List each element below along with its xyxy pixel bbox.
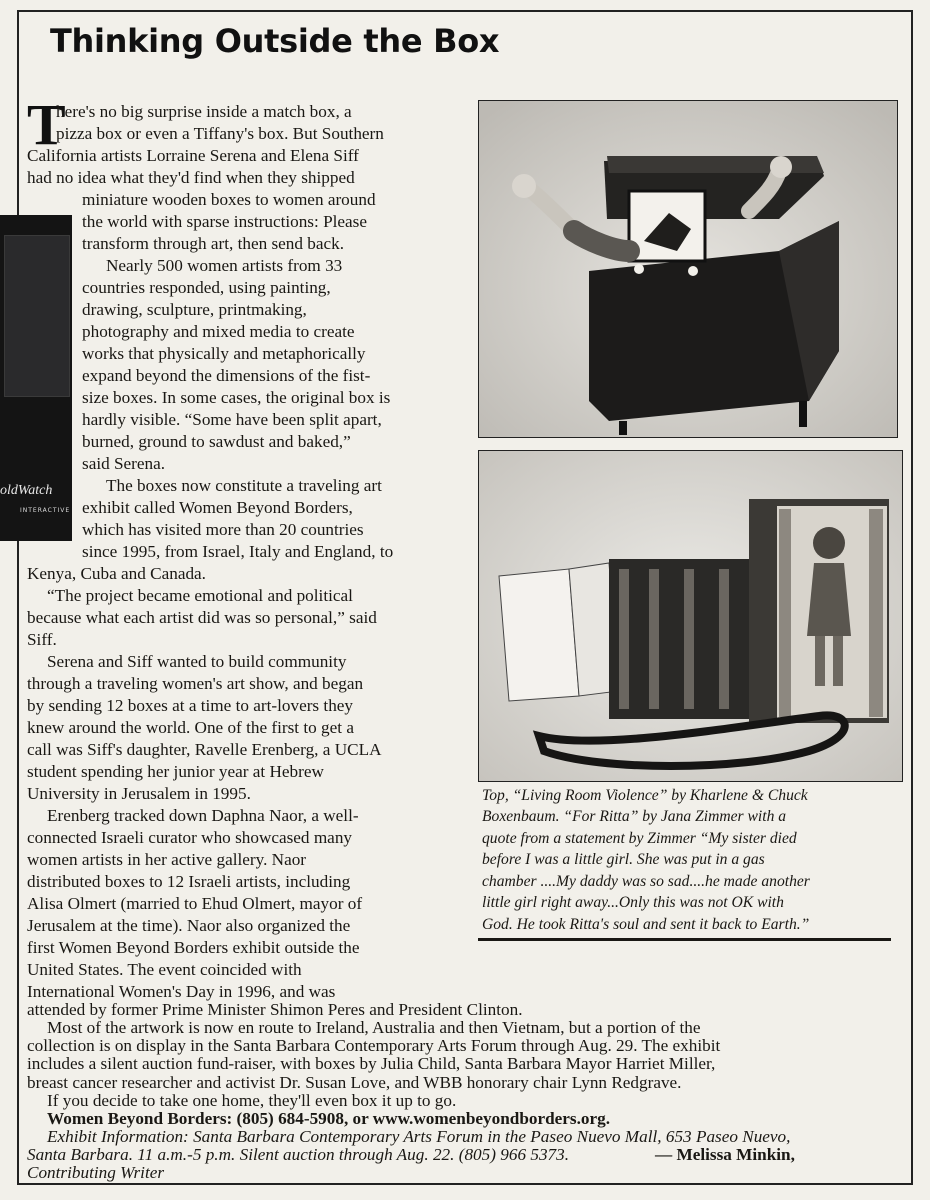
body-line: photography and mixed media to create	[82, 322, 355, 341]
body-line: Serena and Siff wanted to build community	[47, 652, 347, 671]
adjacent-advertisement	[0, 215, 72, 541]
body-line: transform through art, then send back.	[82, 234, 345, 253]
body-line: miniature wooden boxes to women around	[82, 190, 376, 209]
body-line: had no idea what they'd find when they shipped	[27, 168, 355, 187]
caption-line: quote from a statement by Zimmer “My sister died	[482, 830, 797, 847]
body-line: said Serena.	[82, 454, 166, 473]
body-line: hardly visible. “Some have been split apart,	[82, 410, 382, 429]
body-line: Alisa Olmert (married to Ehud Olmert, mayor of	[27, 894, 363, 913]
photo-living-room-violence	[478, 100, 898, 438]
info-line: Contributing Writer	[27, 1163, 165, 1182]
ad-brand-subtitle: INTERACTIVE	[20, 507, 71, 514]
body-line: includes a silent auction fund-raiser, with boxes by Julia Child, Santa Barbara Mayor Harriet Miller,	[27, 1054, 716, 1074]
body-line: the world with sparse instructions: Please	[82, 212, 367, 231]
body-line: connected Israeli curator who showcased many	[27, 828, 353, 847]
body-line: International Women's Day in 1996, and was	[27, 982, 336, 1001]
box-sculpture-image	[479, 101, 897, 437]
body-line: Kenya, Cuba and Canada.	[27, 564, 206, 583]
contact-line: Women Beyond Borders: (805) 684-5908, or www.womenbeyondborders.org.	[47, 1108, 611, 1128]
body-line: Most of the artwork is now en route to Ireland, Australia and then Vietnam, but a portion of the	[47, 1018, 701, 1038]
body-line: If you decide to take one home, they'll even box it up to go.	[47, 1090, 457, 1110]
body-line: collection is on display in the Santa Barbara Contemporary Arts Forum through Aug. 29. The exhibit	[27, 1036, 721, 1056]
body-line: Nearly 500 women artists from 33	[106, 256, 343, 275]
body-line: which has visited more than 20 countries	[82, 520, 364, 539]
caption-line: Top, “Living Room Violence” by Kharlene & Chuck	[482, 787, 808, 804]
caption-line: little girl right away...Only this was not OK with	[482, 894, 784, 911]
body-line: by sending 12 boxes at a time to art-lovers they	[27, 696, 354, 715]
photo-for-ritta	[478, 450, 903, 782]
book-box-image	[479, 451, 902, 781]
body-line: burned, ground to sawdust and baked,”	[82, 432, 351, 451]
body-line: University in Jerusalem in 1995.	[27, 784, 251, 803]
body-line: through a traveling women's art show, and began	[27, 674, 364, 693]
body-line: pizza box or even a Tiffany's box. But Southern	[56, 124, 384, 143]
caption-line: chamber ....My daddy was so sad....he made another	[482, 873, 810, 890]
body-line: expand beyond the dimensions of the fist-	[82, 366, 371, 385]
body-line: exhibit called Women Beyond Borders,	[82, 498, 353, 517]
body-line: countries responded, using painting,	[82, 278, 331, 297]
caption-line: Boxenbaum. “For Ritta” by Jana Zimmer with a	[482, 808, 787, 825]
body-line: California artists Lorraine Serena and Elena Siff	[27, 146, 359, 165]
info-line: Santa Barbara. 11 a.m.-5 p.m. Silent auction through Aug. 22. (805) 966 5373.	[27, 1144, 570, 1164]
body-line: first Women Beyond Borders exhibit outside the	[27, 938, 360, 957]
body-line: knew around the world. One of the first to get a	[27, 718, 354, 737]
body-line: breast cancer researcher and activist Dr. Susan Love, and WBB honorary chair Lynn Redgrave.	[27, 1072, 682, 1092]
body-line: women artists in her active gallery. Naor	[27, 850, 307, 869]
body-line: drawing, sculpture, printmaking,	[82, 300, 307, 319]
body-line: works that physically and metaphorically	[82, 344, 366, 363]
ad-screen-graphic	[4, 235, 70, 397]
body-line: The boxes now constitute a traveling art	[106, 476, 382, 495]
body-line: Erenberg tracked down Daphna Naor, a well-	[47, 806, 359, 825]
body-line: attended by former Prime Minister Shimon Peres and President Clinton.	[27, 1000, 523, 1020]
body-line: United States. The event coincided with	[27, 960, 302, 979]
body-line: “The project became emotional and political	[47, 586, 353, 605]
body-line: because what each artist did was so personal,” said	[27, 608, 377, 627]
caption-line: God. He took Ritta's soul and sent it back to Earth.”	[482, 916, 810, 933]
body-line: since 1995, from Israel, Italy and England, to	[82, 542, 394, 561]
body-line: size boxes. In some cases, the original box is	[82, 388, 391, 407]
ad-brand-name: oldWatch	[0, 483, 53, 498]
caption-line: before I was a little girl. She was put in a gas	[482, 851, 765, 868]
body-line: here's no big surprise inside a match box, a	[56, 102, 352, 121]
drop-cap: T	[27, 92, 66, 157]
body-line: Jerusalem at the time). Naor also organized the	[27, 916, 351, 935]
article-headline: Thinking Outside the Box	[50, 22, 500, 60]
body-line: distributed boxes to 12 Israeli artists, including	[27, 872, 351, 891]
body-line: Siff.	[27, 630, 57, 649]
body-line: student spending her junior year at Hebrew	[27, 762, 324, 781]
body-line: call was Siff's daughter, Ravelle Erenberg, a UCLA	[27, 740, 382, 759]
caption-rule	[478, 938, 891, 941]
byline: — Melissa Minkin,	[655, 1144, 795, 1164]
info-line: Exhibit Information: Santa Barbara Contemporary Arts Forum in the Paseo Nuevo Mall, 653 Paseo Nuevo,	[47, 1126, 791, 1146]
